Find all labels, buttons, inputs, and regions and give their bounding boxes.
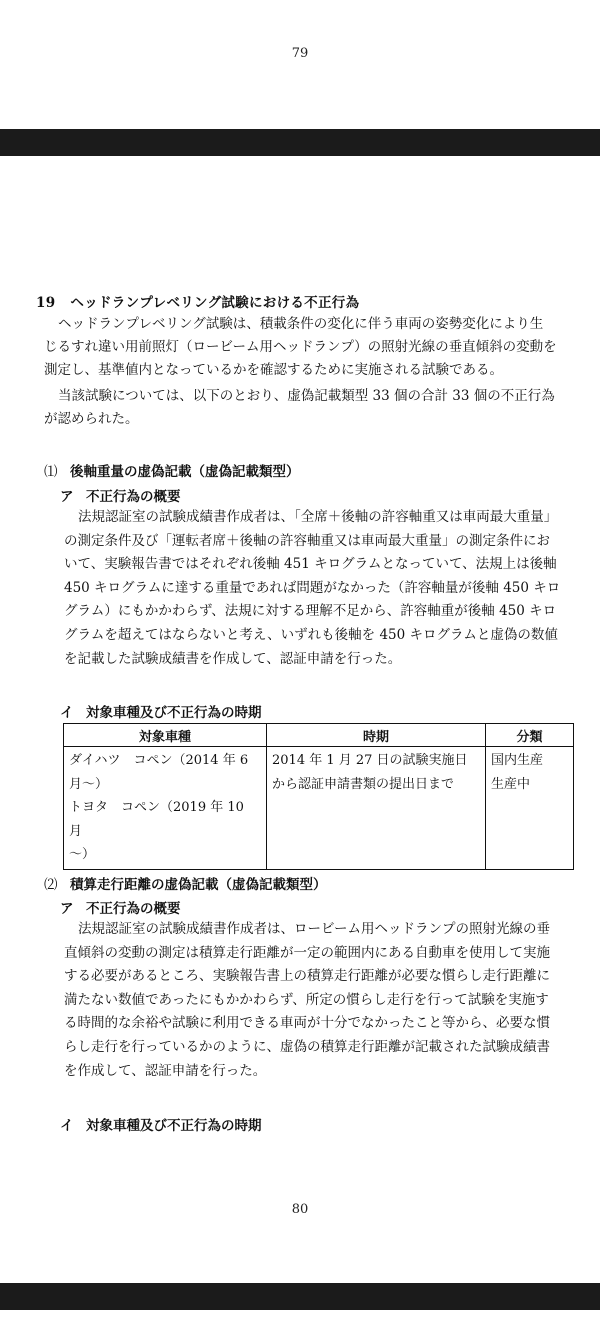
page-separator-bar-bottom — [0, 1283, 600, 1310]
page-number-bottom: 80 — [291, 1202, 309, 1217]
table-cell-vehicles: ダイハツ コペン（2014 年 6 月～） トヨタ コペン（2019 年 10 月 ～） — [64, 747, 267, 870]
subsection-1-overview-paragraph: 法規認証室の試験成績書作成者は、「全席＋後軸の許容軸重又は車両最大重量」 の測定条件及び「運転者席＋後軸の許容軸重又は車両最大重量」の測定条件にお いて、実験報告書ではそれぞれ後軸 451 キログラムとなっていて、法規上は後軸 450 キログラムに達する重量であれば問題がなかった（許容軸量が後軸 450 キロ グラム）にもかかわらず、法規に対する理解不足から、許容軸重が後軸 450 キロ グラムを超えてはならないと考え、いずれも後軸を 450 キログラムと虚偽の数値 を記載した試験成績書を作成して、認証申請を行った。 — [64, 509, 561, 667]
table-row — [64, 747, 574, 870]
section-summary-paragraph: 当該試験については、以下のとおり、虚偽記載類型 33 個の合計 33 個の不正行為 が認められた。 — [44, 388, 555, 427]
subsection-2-overview-paragraph: 法規認証室の試験成績書作成者は、ロービーム用ヘッドランプの照射光線の垂 直傾斜の変動の測定は積算走行距離が一定の範囲内にある自動車を使用して実施 する必要があるところ、実験報告書上の積算走行距離が必要な慣らし走行距離に 満たない数値であったにもかかわらず、所定の慣らし走行を行って試験を実施す る時間的な余裕や試験に利用できる車両が十分でなかったこと等から、必要な慣 らし走行を行っているかのように、虚偽の積算走行距離が記載された試験成績書 を作成して、認証申請を行った。 — [64, 921, 550, 1079]
target-vehicles-table — [63, 723, 574, 870]
section-number: 19 — [36, 295, 56, 311]
page-separator-bar — [0, 129, 600, 156]
table-cell-class: 国内生産 生産中 — [486, 747, 574, 870]
section-title — [36, 291, 359, 311]
table-header-row — [64, 724, 574, 747]
table-header-class: 分類 — [486, 724, 574, 747]
table-header-period: 時期 — [267, 724, 486, 747]
subsection-2-overview-heading: ア 不正行為の概要 — [60, 901, 181, 917]
section-intro-paragraph: ヘッドランプレベリング試験は、積載条件の変化に伴う車両の姿勢変化により生 じるすれ違い用前照灯（ロービーム用ヘッドランプ）の照射光線の垂直傾斜の変動を 測定し、基準値内となっているかを確認するために実施される試験である。 — [44, 316, 557, 378]
page-number-top: 79 — [291, 46, 309, 61]
subsection-2-vehicles-heading: イ 対象車種及び不正行為の時期 — [60, 1118, 262, 1134]
section-title-text: ヘッドランプレベリング試験における不正行為 — [70, 295, 360, 311]
subsection-1-title: ⑴ 後軸重量の虚偽記載（虚偽記載類型） — [44, 464, 300, 480]
table-header-vehicles: 対象車種 — [64, 724, 267, 747]
subsection-1-vehicles-heading: イ 対象車種及び不正行為の時期 — [60, 705, 262, 721]
subsection-2-title: ⑵ 積算走行距離の虚偽記載（虚偽記載類型） — [44, 877, 327, 893]
table-cell-period: 2014 年 1 月 27 日の試験実施日 から認証申請書類の提出日まで — [267, 747, 486, 870]
subsection-1-overview-heading: ア 不正行為の概要 — [60, 489, 181, 505]
